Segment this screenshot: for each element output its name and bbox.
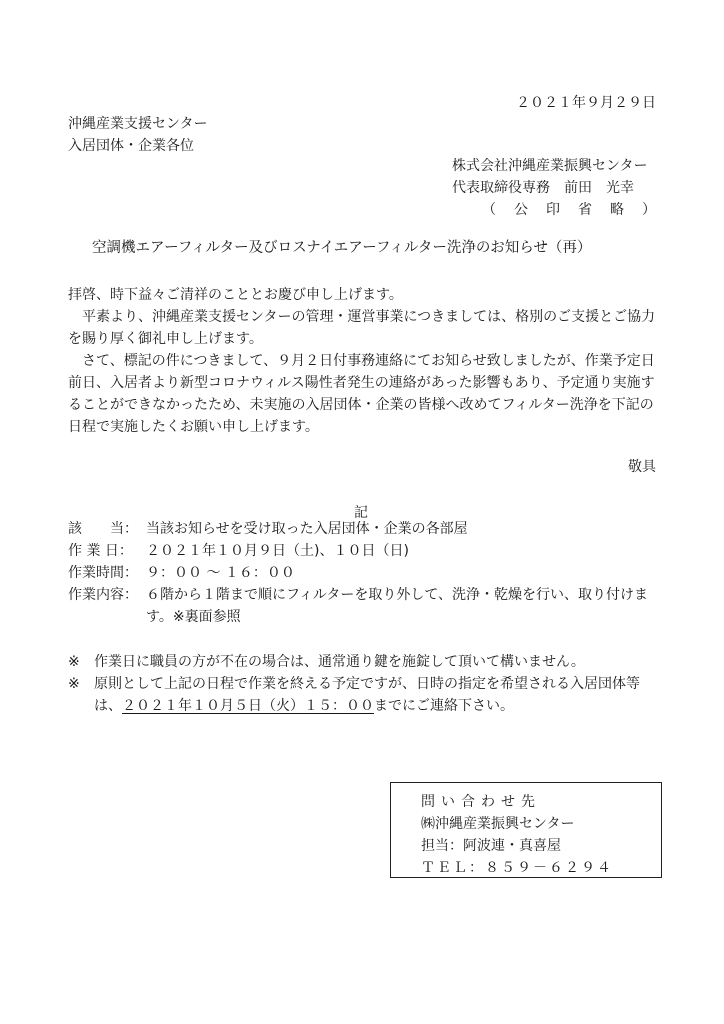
contact-box bbox=[390, 782, 662, 878]
detail-label: 作業内容： bbox=[68, 587, 138, 603]
main-paragraph: さて、標記の件につきまして、９月２日付事務連絡にてお知らせ致しましたが、作業予定日前日、入居者より新型コロナウィルス陽性者発生の連絡があった影響もあり、予定通り実施することができなかったため、未実施の入居団体・企業の皆様へ改めてフィルター洗浄を下記の日程で実施したくお願い申し上げます。 bbox=[68, 353, 655, 435]
detail-label: 該 当： bbox=[68, 521, 138, 537]
sender-block bbox=[452, 155, 658, 221]
note-1 bbox=[68, 651, 664, 673]
detail-value: ６階から１階まで順にフィルターを取り外して、洗浄・乾燥を行い、取り付けます。※裏面参照 bbox=[146, 587, 649, 625]
sender-company: 株式会社沖縄産業振興センター bbox=[452, 158, 648, 174]
contact-deadline: ２０２１年１０月５日（火）１５：００ bbox=[122, 698, 374, 714]
contact-org: ㈱沖縄産業振興センター bbox=[421, 816, 575, 832]
note-mark: ※ bbox=[68, 654, 80, 670]
sender-person: 代表取締役専務 前田 光幸 bbox=[452, 180, 634, 196]
details-list bbox=[68, 518, 664, 628]
document-title: 空調機エアーフィルター及びロスナイエアーフィルター洗浄のお知らせ（再） bbox=[92, 240, 592, 256]
detail-value: ９：００ ～ １６：００ bbox=[146, 565, 295, 581]
greeting-paragraph: 拝啓、時下益々ご清祥のこととお慶び申し上げます。 bbox=[68, 287, 403, 303]
detail-label: 作業時間： bbox=[68, 565, 138, 581]
seal-omitted-note: （ 公 印 省 略 ） bbox=[482, 202, 658, 218]
body-text bbox=[68, 284, 660, 438]
note-text bbox=[94, 673, 664, 717]
notes-section bbox=[68, 651, 664, 717]
note-mark: ※ bbox=[68, 676, 80, 692]
note-text: 作業日に職員の方が不在の場合は、通常通り鍵を施錠して頂いて構いません。 bbox=[94, 654, 585, 670]
detail-row-date bbox=[68, 540, 664, 562]
note-text-before: 原則として上記の日程で作業を終える予定ですが、日時の指定を希望される入居団体等は、 bbox=[94, 676, 640, 714]
note-2 bbox=[68, 673, 664, 717]
thanks-paragraph: 平素より、沖縄産業支援センターの管理・運営事業につきましては、格別のご支援とご協力を賜り厚く御礼申し上げます。 bbox=[68, 309, 656, 347]
note-text-after: までにご連絡下さい。 bbox=[374, 698, 514, 714]
detail-row-content bbox=[68, 584, 664, 628]
contact-staff: 担当：阿波連・真喜屋 bbox=[421, 838, 561, 854]
closing-word: 敬具 bbox=[628, 459, 656, 475]
detail-row-time bbox=[68, 562, 664, 584]
ki-heading: 記 bbox=[354, 505, 368, 521]
contact-phone: ＴＥＬ：８５９－６２９４ bbox=[421, 860, 613, 876]
detail-value: 当該お知らせを受け取った入居団体・企業の各部屋 bbox=[146, 521, 468, 537]
detail-row-target bbox=[68, 518, 664, 540]
detail-value: ２０２１年１０月９日（土)、１０日（日) bbox=[146, 543, 409, 559]
document-date: ２０２１年９月２９日 bbox=[516, 95, 656, 111]
contact-heading: 問い合わせ先 bbox=[421, 794, 541, 810]
recipient-line-1: 沖縄産業支援センター bbox=[68, 116, 208, 132]
recipient-line-2: 入居団体・企業各位 bbox=[68, 138, 194, 154]
detail-label: 作 業 日： bbox=[68, 543, 133, 559]
